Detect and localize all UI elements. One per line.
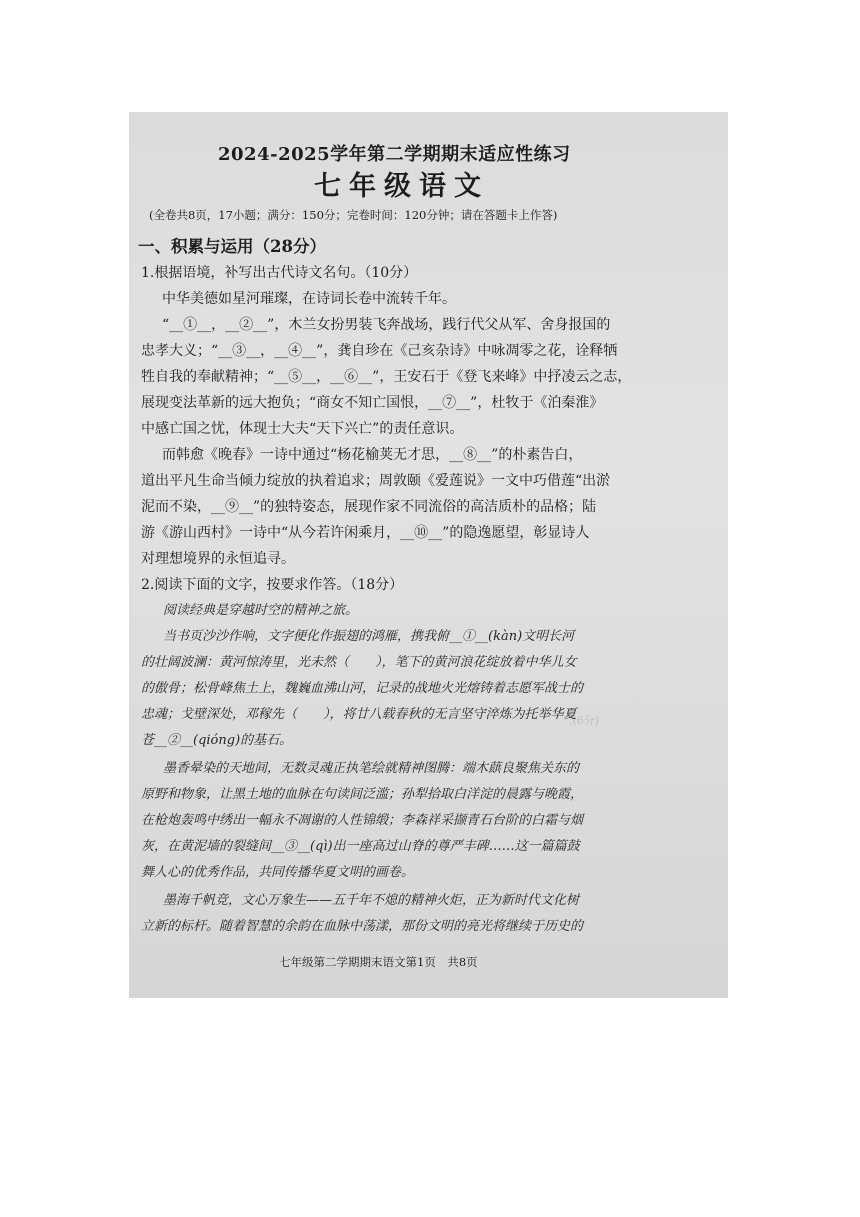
exam-title: 2024-2025学年第二学期期末适应性练习: [218, 144, 571, 165]
passage-line: 忠魂；戈壁深处，邓稼先（ ），将廿八载春秋的无言坚守淬炼为托举华夏: [141, 707, 577, 722]
q1-line: 忠孝大义；“__③__，__④__”，龚自珍在《己亥杂诗》中咏凋零之花，诠释牺: [141, 343, 618, 359]
passage-line: 墨香晕染的天地间，无数灵魂正执笔绘就精神图腾：端木蕻良聚焦关东的: [163, 761, 580, 776]
q1-line: 对理想境界的永恒追寻。: [141, 551, 295, 567]
q1-line: 牲自我的奉献精神；“__⑤__，__⑥__”，王安石于《登飞来峰》中抒凌云之志，: [141, 369, 632, 385]
passage-line: 阅读经典是穿越时空的精神之旅。: [163, 603, 359, 618]
passage-line: 墨海千帆竞，文心万象生——五千年不熄的精神火炬，正为新时代文化树: [163, 893, 580, 908]
q1-line: “__①__，__②__”，木兰女扮男装飞奔战场，践行代父从军、舍身报国的: [162, 317, 611, 333]
q1-line: 中感亡国之忧，体现士大夫“天下兴亡”的责任意识。: [141, 421, 464, 437]
page-footer: 七年级第二学期期末语文第1页 共8页: [279, 955, 478, 969]
passage-line: 立新的标杆。随着智慧的余韵在血脉中荡漾，那份文明的亮光将继续于历史的: [141, 919, 584, 934]
passage-line: 的壮阔波澜：黄河惊涛里，光未然（ ），笔下的黄河浪花绽放着中华儿女: [141, 655, 577, 670]
passage-line: 灰，在黄泥墙的裂缝间__③__(qì)出一座高过山脊的尊严丰碑……这一篇篇鼓: [141, 839, 580, 854]
section-heading: 一、积累与运用（28分）: [138, 237, 326, 256]
passage-line: 在枪炮轰鸣中绣出一幅永不凋谢的人性锦缎；李森祥采撷青石台阶的白霜与烟: [141, 813, 584, 828]
q1-line: 展现变法革新的远大抱负；“商女不知亡国恨，__⑦__”，杜牧于《泊秦淮》: [141, 395, 604, 411]
passage-line: 当书页沙沙作响，文字便化作振翅的鸿雁，携我俯__①__(kàn)文明长河: [163, 629, 575, 644]
q1-line: 中华美德如星河璀璨，在诗词长卷中流转千年。: [162, 291, 456, 307]
passage-line: 的傲骨；松骨峰焦土上，魏巍血沸山河，记录的战地火光熔铸着志愿军战士的: [141, 681, 584, 696]
passage-line: 苍__②__(qióng)的基石。: [141, 733, 293, 748]
bleed-through-mark: ,(6分): [569, 714, 600, 727]
subject-title: 七年级语文: [314, 171, 489, 202]
q1-line: 道出平凡生命当倾力绽放的执着追求；周敦颐《爱莲说》一文中巧借莲“出淤: [141, 473, 611, 489]
passage-line: 舞人心的优秀作品，共同传播华夏文明的画卷。: [141, 865, 415, 880]
passage-line: 原野和物象，让黑土地的血脉在句读间泛滥；孙犁拾取白洋淀的晨露与晚霞，: [141, 787, 584, 802]
exam-page-photo: [129, 112, 728, 998]
q1-line: 泥而不染，__⑨__”的独特姿态，展现作家不同流俗的高洁质朴的品格；陆: [141, 499, 597, 515]
q1-line: 而韩愈《晚春》一诗中通过“杨花榆荚无才思，__⑧__”的朴素告白，: [162, 447, 583, 463]
question-1-prompt: 1.根据语境，补写出古代诗文名句。（10分）: [141, 265, 418, 281]
question-2-prompt: 2.阅读下面的文字，按要求作答。（18分）: [141, 577, 404, 593]
q1-line: 游《游山西村》一诗中“从今若许闲乘月，__⑩__”的隐逸愿望，彰显诗人: [141, 525, 590, 541]
exam-info: (全卷共8页，17小题；满分：150分；完卷时间：120分钟；请在答题卡上作答): [149, 208, 558, 222]
